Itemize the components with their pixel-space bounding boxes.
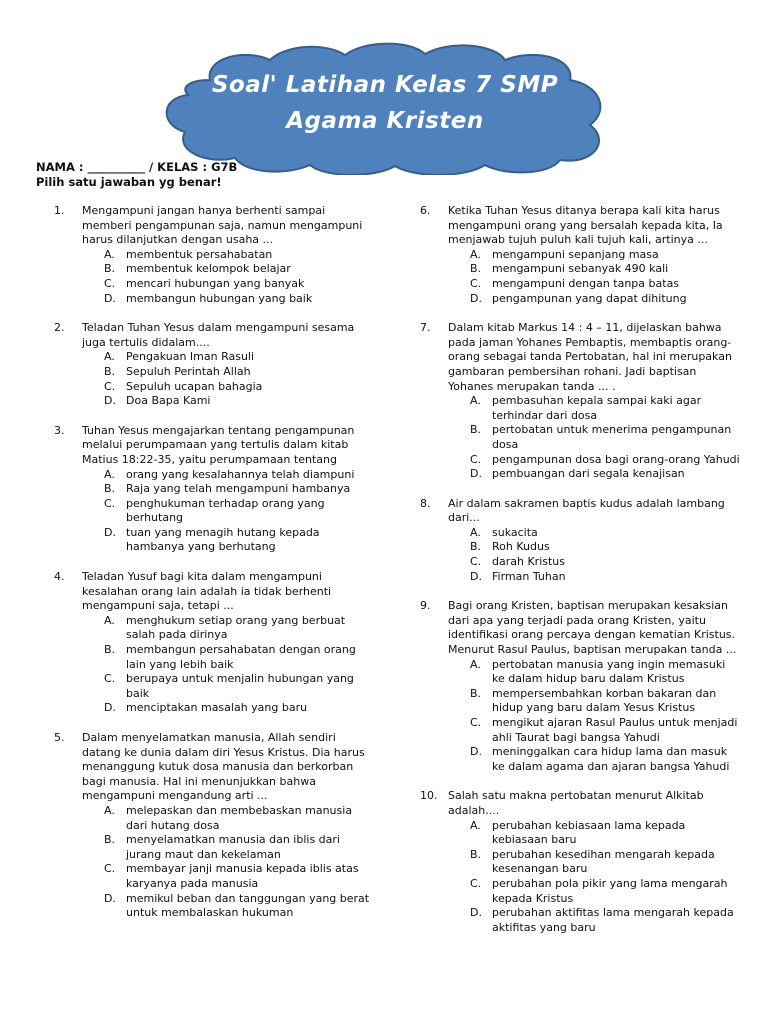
question-8 — [420, 497, 740, 585]
option-text: Pengakuan Iman Rasuli — [126, 350, 255, 364]
title-cloud — [150, 40, 620, 175]
answer-option[interactable] — [82, 614, 374, 643]
questions-left-column — [54, 204, 374, 936]
question-number: 3. — [54, 423, 65, 437]
option-letter: B. — [104, 262, 116, 276]
option-letter: A. — [104, 613, 115, 627]
option-letter: B. — [470, 262, 482, 276]
title-line-1: Soal' Latihan Kelas 7 SMP — [211, 72, 559, 98]
option-letter: D. — [104, 525, 116, 539]
option-letter: C. — [104, 379, 116, 393]
option-text: membangun persahabatan dengan orang lain yang lebih baik — [126, 643, 356, 671]
option-letter: B. — [470, 686, 482, 700]
question-text: Tuhan Yesus mengajarkan tentang pengampunan melalui perumpamaan yang tertulis dalam kitab Matius 18:22-35, yaitu perumpamaan tentang — [82, 423, 355, 466]
option-letter: A. — [104, 350, 115, 364]
option-text: mengikut ajaran Rasul Paulus untuk menjadi ahli Taurat bagi bangsa Yahudi — [492, 716, 738, 744]
question-number: 8. — [420, 496, 431, 510]
answer-option[interactable] — [448, 555, 740, 570]
option-letter: B. — [104, 643, 116, 657]
option-letter: C. — [104, 496, 116, 510]
question-text: Teladan Tuhan Yesus dalam mengampuni sesama juga tertulis didalam.... — [82, 321, 355, 349]
answer-option[interactable] — [448, 423, 740, 452]
option-letter: C. — [470, 555, 482, 569]
option-text: Firman Tuhan — [492, 569, 566, 583]
answer-option[interactable] — [448, 467, 740, 482]
answer-options — [448, 526, 740, 584]
option-letter: B. — [104, 364, 116, 378]
answer-option[interactable] — [82, 497, 374, 526]
question-text: Salah satu makna pertobatan menurut Alkitab adalah.... — [448, 789, 704, 817]
answer-option[interactable] — [448, 262, 740, 277]
option-text: perubahan kesedihan mengarah kepada kesenangan baru — [492, 847, 715, 876]
option-letter: B. — [104, 482, 116, 496]
answer-option[interactable] — [82, 262, 374, 277]
answer-options — [82, 614, 374, 716]
question-10 — [420, 789, 740, 935]
answer-options — [82, 350, 374, 408]
question-1 — [54, 204, 374, 306]
option-text: Raja yang telah mengampuni hambanya — [126, 482, 351, 496]
answer-option[interactable] — [82, 833, 374, 862]
question-4 — [54, 570, 374, 716]
answer-option[interactable] — [448, 570, 740, 585]
question-7 — [420, 321, 740, 482]
option-text: pengampunan yang dapat dihitung — [492, 291, 687, 305]
answer-option[interactable] — [448, 906, 740, 935]
option-text: mencari hubungan yang banyak — [126, 276, 305, 290]
answer-option[interactable] — [448, 540, 740, 555]
question-text: Teladan Yusuf bagi kita dalam mengampuni kesalahan orang lain adalah ia tidak berhenti mengampuni saja, tetapi ... — [82, 570, 332, 613]
option-text: Sepuluh ucapan bahagia — [126, 379, 263, 393]
question-9 — [420, 599, 740, 774]
question-6 — [420, 204, 740, 306]
option-letter: C. — [470, 716, 482, 729]
option-text: tuan yang menagih hutang kepada hambanya yang berhutang — [126, 525, 320, 554]
answer-option[interactable] — [448, 687, 740, 716]
option-letter: A. — [470, 657, 481, 671]
option-letter: C. — [470, 452, 482, 466]
answer-options — [448, 394, 740, 482]
option-letter: C. — [470, 276, 482, 290]
option-text: Sepuluh Perintah Allah — [126, 364, 251, 378]
question-number: 10. — [420, 789, 438, 803]
title-line-2: Agama Kristen — [286, 108, 484, 134]
option-letter: A. — [470, 247, 481, 261]
answer-option[interactable] — [82, 862, 374, 891]
answer-options — [448, 248, 740, 306]
option-letter: D. — [104, 701, 116, 715]
option-text: mempersembahkan korban bakaran dan hidup yang baru dalam Yesus Kristus — [492, 686, 717, 715]
option-text: memikul beban dan tanggungan yang berat untuk membalaskan hukuman — [126, 891, 370, 920]
option-text: pertobatan manusia yang ingin memasuki ke dalam hidup baru dalam Kristus — [492, 657, 726, 686]
option-letter: C. — [470, 876, 482, 890]
option-text: meninggalkan cara hidup lama dan masuk ke dalam agama dan ajaran bangsa Yahudi — [492, 745, 730, 773]
answer-option[interactable] — [448, 292, 740, 307]
answer-option[interactable] — [448, 745, 740, 774]
option-text: perubahan kebiasaan lama kepada kebiasaan baru — [492, 818, 686, 847]
instruction-text: Pilih satu jawaban yg benar! — [36, 175, 222, 189]
answer-option[interactable] — [448, 453, 740, 468]
answer-option[interactable] — [82, 701, 374, 716]
option-text: darah Kristus — [492, 555, 565, 569]
answer-option[interactable] — [448, 394, 740, 423]
answer-options — [448, 819, 740, 936]
answer-option[interactable] — [448, 819, 740, 848]
option-letter: B. — [470, 540, 482, 554]
answer-option[interactable] — [448, 848, 740, 877]
option-letter: B. — [470, 847, 482, 861]
option-letter: B. — [470, 423, 482, 437]
option-text: perubahan aktifitas lama mengarah kepada aktifitas yang baru — [492, 906, 734, 934]
option-text: melepaskan dan membebaskan manusia dari hutang dosa — [126, 803, 353, 832]
option-letter: A. — [104, 467, 115, 481]
option-letter: D. — [104, 394, 116, 408]
option-text: membentuk persahabatan — [126, 247, 273, 261]
answer-option[interactable] — [82, 643, 374, 672]
option-text: membangun hubungan yang baik — [126, 291, 313, 305]
answer-option[interactable] — [448, 658, 740, 687]
question-text: Mengampuni jangan hanya berhenti sampai memberi pengampunan saja, namun mengampuni harus dilanjutkan dengan usaha ... — [82, 204, 363, 247]
option-letter: B. — [104, 833, 116, 847]
answer-option[interactable] — [82, 526, 374, 555]
option-text: sukacita — [492, 525, 538, 539]
option-text: Roh Kudus — [492, 540, 550, 554]
option-letter: D. — [470, 291, 482, 305]
option-text: membentuk kelompok belajar — [126, 262, 291, 276]
questions-right-column — [420, 204, 740, 950]
question-text: Ketika Tuhan Yesus ditanya berapa kali kita harus mengampuni orang yang bersalah kepada kita, Ia menjawab tujuh puluh kali tujuh kali, artinya ... — [448, 204, 723, 247]
option-text: mengampuni sepanjang masa — [492, 247, 659, 261]
option-text: penghukuman terhadap orang yang berhutang — [126, 496, 325, 525]
answer-option[interactable] — [82, 350, 374, 365]
answer-options — [448, 658, 740, 775]
option-letter: D. — [104, 291, 116, 305]
question-text: Dalam menyelamatkan manusia, Allah sendiri datang ke dunia dalam diri Yesus Kristus. Dia harus menanggung kutuk dosa manusia dan berkorban bagi manusia. Hal ini menunjukkan bahwa mengampuni mengandung arti ... — [82, 731, 365, 803]
answer-option[interactable] — [82, 892, 374, 921]
option-text: berupaya untuk menjalin hubungan yang baik — [126, 672, 354, 700]
option-text: pembuangan dari segala kenajisan — [492, 467, 685, 481]
option-text: pengampunan dosa bagi orang-orang Yahudi — [492, 452, 740, 466]
name-class-line: NAMA : __________ / KELAS : G7B — [36, 160, 238, 174]
answer-options — [82, 804, 374, 921]
question-number: 4. — [54, 570, 65, 584]
option-letter: D. — [470, 906, 482, 920]
option-letter: A. — [470, 818, 481, 832]
answer-option[interactable] — [82, 248, 374, 263]
question-text: Air dalam sakramen baptis kudus adalah lambang dari... — [448, 496, 725, 525]
answer-option[interactable] — [82, 468, 374, 483]
option-letter: D. — [470, 569, 482, 583]
question-number: 6. — [420, 204, 431, 217]
option-text: pertobatan untuk menerima pengampunan dosa — [492, 423, 732, 451]
option-text: menghukum setiap orang yang berbuat salah pada dirinya — [126, 613, 346, 642]
option-text: menyelamatkan manusia dan iblis dari jurang maut dan kekelaman — [126, 833, 340, 861]
option-letter: D. — [470, 467, 482, 481]
option-text: perubahan pola pikir yang lama mengarah kepada Kristus — [492, 876, 728, 905]
question-number: 9. — [420, 599, 431, 613]
answer-option[interactable] — [82, 277, 374, 292]
question-2 — [54, 321, 374, 409]
answer-option[interactable] — [82, 672, 374, 701]
answer-option[interactable] — [82, 394, 374, 409]
answer-option[interactable] — [448, 248, 740, 263]
option-text: Doa Bapa Kami — [126, 394, 211, 408]
question-number: 1. — [54, 204, 65, 217]
option-letter: A. — [104, 247, 115, 261]
option-text: menciptakan masalah yang baru — [126, 701, 308, 715]
option-letter: D. — [104, 891, 116, 905]
option-letter: C. — [104, 862, 116, 876]
answer-option[interactable] — [448, 526, 740, 541]
answer-option[interactable] — [448, 877, 740, 906]
question-5 — [54, 731, 374, 921]
option-letter: C. — [104, 672, 116, 686]
option-letter: A. — [104, 803, 115, 817]
option-letter: A. — [470, 394, 481, 408]
option-letter: A. — [470, 525, 481, 539]
question-text: Bagi orang Kristen, baptisan merupakan kesaksian dari apa yang terjadi pada orang Kristen, yaitu identifikasi orang percaya dengan kematian Kristus. Menurut Rasul Paulus, baptisan merupakan tanda ... — [448, 599, 737, 657]
answer-option[interactable] — [82, 365, 374, 380]
option-letter: C. — [104, 276, 116, 290]
answer-option[interactable] — [82, 380, 374, 395]
question-number: 5. — [54, 731, 65, 744]
option-text: membayar janji manusia kepada iblis atas karyanya pada manusia — [126, 862, 359, 890]
answer-option[interactable] — [82, 482, 374, 497]
answer-options — [82, 248, 374, 306]
option-text: mengampuni sebanyak 490 kali — [492, 262, 669, 276]
question-number: 2. — [54, 321, 65, 335]
answer-option[interactable] — [82, 804, 374, 833]
answer-option[interactable] — [448, 716, 740, 745]
answer-option[interactable] — [82, 292, 374, 307]
option-text: mengampuni dengan tanpa batas — [492, 276, 680, 290]
question-number: 7. — [420, 321, 431, 335]
answer-options — [82, 468, 374, 556]
option-letter: D. — [470, 745, 482, 759]
question-3 — [54, 424, 374, 555]
option-text: pembasuhan kepala sampai kaki agar terhindar dari dosa — [492, 394, 702, 422]
answer-option[interactable] — [448, 277, 740, 292]
question-text: Dalam kitab Markus 14 : 4 – 11, dijelaskan bahwa pada jaman Yohanes Pembaptis, membaptis orang-orang sebagai tanda Pertobatan, hal ini merupakan gambaran pembersihan rohani. Jadi baptisan Yohanes merupakan tanda ... . — [448, 321, 732, 393]
option-text: orang yang kesalahannya telah diampuni — [126, 467, 355, 481]
